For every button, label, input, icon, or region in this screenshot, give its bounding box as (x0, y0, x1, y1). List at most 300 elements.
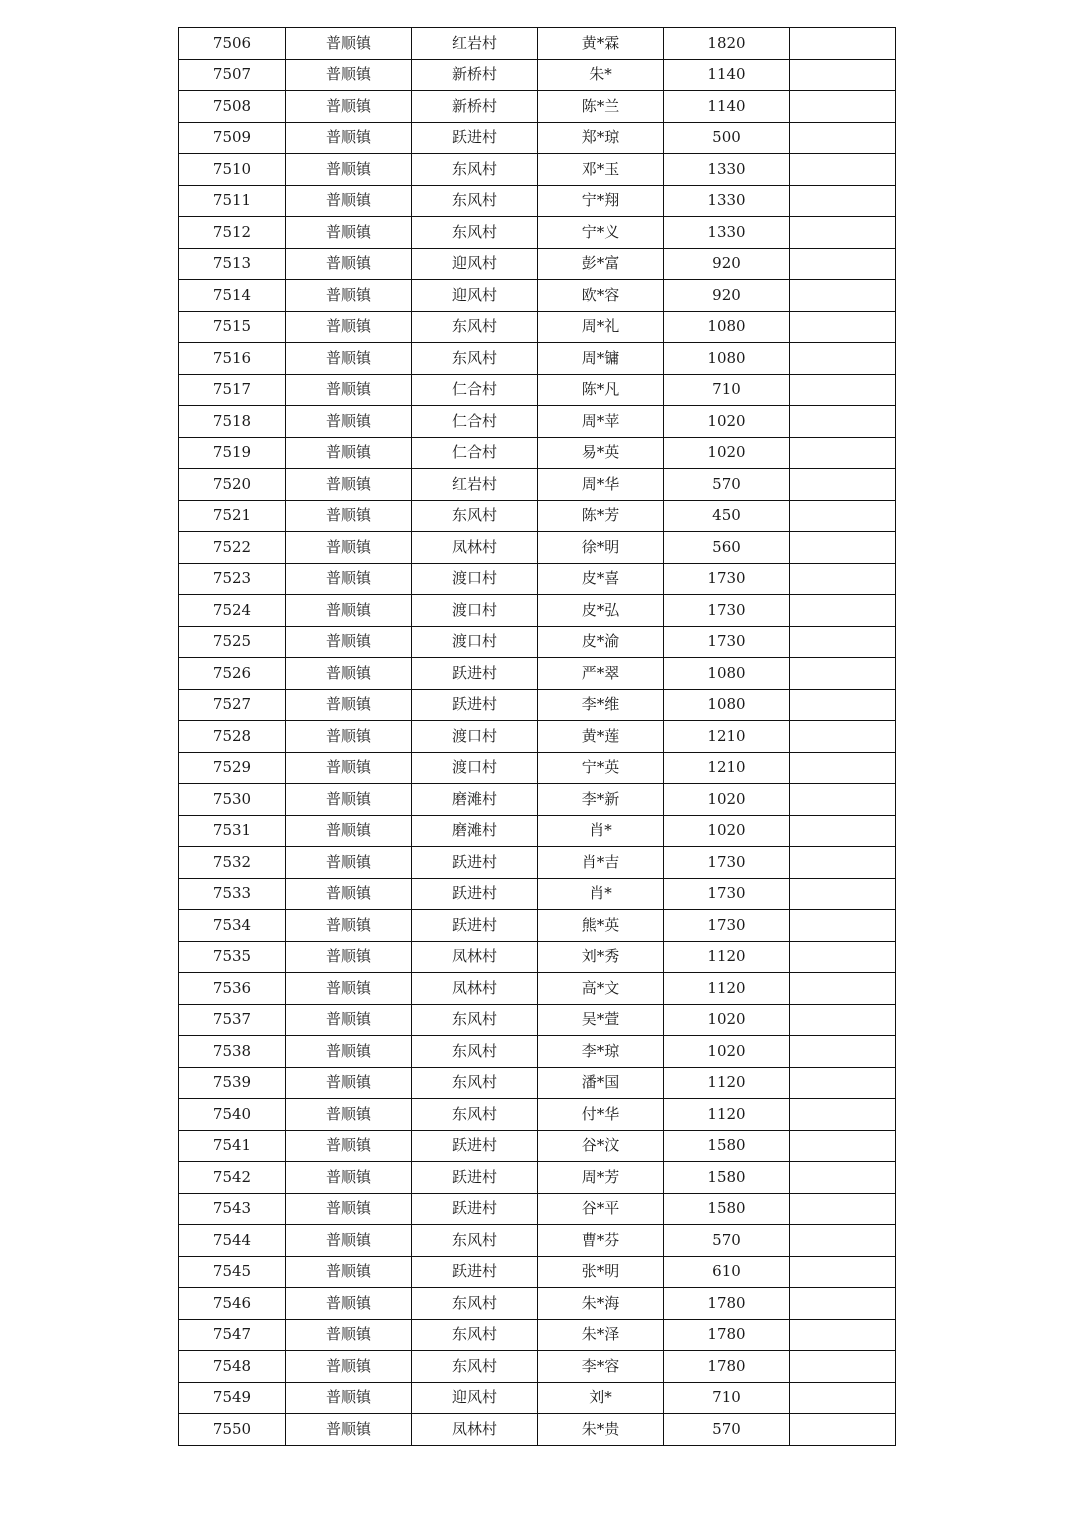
cell-note (790, 1193, 896, 1225)
cell-village: 跃进村 (412, 878, 538, 910)
cell-amount: 1730 (664, 626, 790, 658)
cell-amount: 570 (664, 1414, 790, 1446)
cell-note (790, 973, 896, 1005)
table-row (179, 1099, 896, 1131)
cell-name: 熊*英 (538, 910, 664, 942)
cell-town: 普顺镇 (286, 721, 412, 753)
cell-serial-number: 7513 (179, 248, 286, 280)
cell-town: 普顺镇 (286, 1225, 412, 1257)
cell-note (790, 1382, 896, 1414)
table-row (179, 154, 896, 186)
cell-amount: 1330 (664, 217, 790, 249)
cell-note (790, 154, 896, 186)
cell-note (790, 910, 896, 942)
cell-village: 跃进村 (412, 122, 538, 154)
cell-amount: 570 (664, 469, 790, 501)
table-row (179, 1162, 896, 1194)
cell-name: 吴*萱 (538, 1004, 664, 1036)
cell-amount: 1120 (664, 941, 790, 973)
table-row (179, 532, 896, 564)
cell-town: 普顺镇 (286, 941, 412, 973)
cell-name: 徐*明 (538, 532, 664, 564)
cell-name: 宁*翔 (538, 185, 664, 217)
data-table (178, 27, 896, 1446)
table-row (179, 500, 896, 532)
cell-town: 普顺镇 (286, 1382, 412, 1414)
cell-serial-number: 7520 (179, 469, 286, 501)
cell-name: 严*翠 (538, 658, 664, 690)
cell-note (790, 1414, 896, 1446)
cell-serial-number: 7518 (179, 406, 286, 438)
cell-name: 刘*秀 (538, 941, 664, 973)
table-row (179, 1193, 896, 1225)
cell-village: 东风村 (412, 1099, 538, 1131)
cell-amount: 1080 (664, 689, 790, 721)
cell-serial-number: 7537 (179, 1004, 286, 1036)
cell-amount: 710 (664, 1382, 790, 1414)
table-row (179, 784, 896, 816)
cell-town: 普顺镇 (286, 122, 412, 154)
cell-note (790, 248, 896, 280)
cell-village: 凤林村 (412, 973, 538, 1005)
table-row (179, 1036, 896, 1068)
table-row (179, 437, 896, 469)
cell-note (790, 847, 896, 879)
cell-town: 普顺镇 (286, 185, 412, 217)
cell-serial-number: 7533 (179, 878, 286, 910)
cell-note (790, 1099, 896, 1131)
cell-note (790, 217, 896, 249)
cell-name: 黄*霖 (538, 28, 664, 60)
cell-village: 仁合村 (412, 437, 538, 469)
cell-serial-number: 7529 (179, 752, 286, 784)
cell-name: 刘* (538, 1382, 664, 1414)
cell-amount: 1580 (664, 1162, 790, 1194)
cell-note (790, 1256, 896, 1288)
cell-note (790, 59, 896, 91)
cell-town: 普顺镇 (286, 59, 412, 91)
cell-serial-number: 7539 (179, 1067, 286, 1099)
cell-name: 周*苹 (538, 406, 664, 438)
table-row (179, 721, 896, 753)
cell-village: 迎风村 (412, 248, 538, 280)
cell-village: 跃进村 (412, 847, 538, 879)
table-row (179, 1225, 896, 1257)
table-row (179, 1414, 896, 1446)
table-row (179, 910, 896, 942)
cell-name: 易*英 (538, 437, 664, 469)
cell-note (790, 1319, 896, 1351)
cell-amount: 920 (664, 280, 790, 312)
table-body (179, 28, 896, 1446)
cell-name: 朱*贵 (538, 1414, 664, 1446)
cell-village: 新桥村 (412, 91, 538, 123)
cell-serial-number: 7523 (179, 563, 286, 595)
cell-note (790, 784, 896, 816)
cell-amount: 1730 (664, 878, 790, 910)
table-row (179, 658, 896, 690)
cell-note (790, 1351, 896, 1383)
cell-name: 朱*海 (538, 1288, 664, 1320)
cell-note (790, 941, 896, 973)
cell-town: 普顺镇 (286, 1099, 412, 1131)
cell-note (790, 878, 896, 910)
cell-name: 陈*芳 (538, 500, 664, 532)
table-row (179, 248, 896, 280)
cell-village: 东风村 (412, 185, 538, 217)
table-row (179, 1130, 896, 1162)
cell-serial-number: 7548 (179, 1351, 286, 1383)
cell-amount: 450 (664, 500, 790, 532)
cell-serial-number: 7545 (179, 1256, 286, 1288)
cell-town: 普顺镇 (286, 311, 412, 343)
cell-village: 渡口村 (412, 595, 538, 627)
table-row (179, 1319, 896, 1351)
cell-serial-number: 7532 (179, 847, 286, 879)
cell-note (790, 469, 896, 501)
cell-serial-number: 7524 (179, 595, 286, 627)
cell-name: 谷*汶 (538, 1130, 664, 1162)
cell-village: 跃进村 (412, 910, 538, 942)
cell-amount: 1820 (664, 28, 790, 60)
cell-name: 周*镛 (538, 343, 664, 375)
cell-amount: 570 (664, 1225, 790, 1257)
cell-note (790, 406, 896, 438)
table-row (179, 563, 896, 595)
cell-note (790, 500, 896, 532)
cell-serial-number: 7528 (179, 721, 286, 753)
cell-serial-number: 7521 (179, 500, 286, 532)
cell-village: 跃进村 (412, 1256, 538, 1288)
cell-village: 东风村 (412, 217, 538, 249)
cell-town: 普顺镇 (286, 1414, 412, 1446)
cell-village: 东风村 (412, 1319, 538, 1351)
cell-village: 渡口村 (412, 563, 538, 595)
cell-village: 东风村 (412, 154, 538, 186)
cell-note (790, 185, 896, 217)
cell-serial-number: 7541 (179, 1130, 286, 1162)
cell-serial-number: 7535 (179, 941, 286, 973)
cell-serial-number: 7536 (179, 973, 286, 1005)
cell-note (790, 91, 896, 123)
cell-name: 彭*富 (538, 248, 664, 280)
cell-serial-number: 7546 (179, 1288, 286, 1320)
cell-note (790, 1130, 896, 1162)
cell-name: 谷*平 (538, 1193, 664, 1225)
table-row (179, 91, 896, 123)
cell-village: 东风村 (412, 500, 538, 532)
cell-amount: 1080 (664, 311, 790, 343)
cell-name: 肖* (538, 815, 664, 847)
cell-serial-number: 7538 (179, 1036, 286, 1068)
cell-town: 普顺镇 (286, 500, 412, 532)
table-row (179, 122, 896, 154)
cell-town: 普顺镇 (286, 280, 412, 312)
table-row (179, 941, 896, 973)
cell-name: 邓*玉 (538, 154, 664, 186)
cell-name: 皮*喜 (538, 563, 664, 595)
cell-village: 渡口村 (412, 626, 538, 658)
cell-town: 普顺镇 (286, 1067, 412, 1099)
cell-amount: 1730 (664, 910, 790, 942)
cell-serial-number: 7527 (179, 689, 286, 721)
cell-note (790, 28, 896, 60)
cell-town: 普顺镇 (286, 910, 412, 942)
cell-serial-number: 7543 (179, 1193, 286, 1225)
cell-amount: 1730 (664, 563, 790, 595)
cell-village: 渡口村 (412, 721, 538, 753)
cell-amount: 1120 (664, 1067, 790, 1099)
cell-serial-number: 7544 (179, 1225, 286, 1257)
cell-note (790, 532, 896, 564)
cell-village: 东风村 (412, 343, 538, 375)
table-row (179, 406, 896, 438)
cell-town: 普顺镇 (286, 1004, 412, 1036)
cell-note (790, 311, 896, 343)
cell-amount: 1780 (664, 1351, 790, 1383)
table-row (179, 374, 896, 406)
cell-town: 普顺镇 (286, 847, 412, 879)
cell-town: 普顺镇 (286, 248, 412, 280)
cell-name: 宁*英 (538, 752, 664, 784)
cell-town: 普顺镇 (286, 374, 412, 406)
cell-serial-number: 7519 (179, 437, 286, 469)
cell-village: 东风村 (412, 1004, 538, 1036)
cell-village: 跃进村 (412, 1162, 538, 1194)
cell-village: 东风村 (412, 311, 538, 343)
cell-amount: 1020 (664, 437, 790, 469)
cell-serial-number: 7550 (179, 1414, 286, 1446)
cell-note (790, 595, 896, 627)
cell-name: 李*新 (538, 784, 664, 816)
cell-name: 肖*吉 (538, 847, 664, 879)
cell-town: 普顺镇 (286, 217, 412, 249)
table-row (179, 185, 896, 217)
cell-name: 朱* (538, 59, 664, 91)
cell-village: 磨滩村 (412, 815, 538, 847)
cell-town: 普顺镇 (286, 91, 412, 123)
cell-town: 普顺镇 (286, 563, 412, 595)
cell-note (790, 437, 896, 469)
cell-village: 跃进村 (412, 658, 538, 690)
table-row (179, 595, 896, 627)
cell-name: 朱*泽 (538, 1319, 664, 1351)
cell-amount: 1330 (664, 154, 790, 186)
cell-amount: 1020 (664, 1004, 790, 1036)
cell-name: 李*维 (538, 689, 664, 721)
cell-name: 肖* (538, 878, 664, 910)
cell-name: 周*华 (538, 469, 664, 501)
cell-town: 普顺镇 (286, 1351, 412, 1383)
cell-name: 李*琼 (538, 1036, 664, 1068)
cell-serial-number: 7526 (179, 658, 286, 690)
cell-village: 东风村 (412, 1067, 538, 1099)
table-row (179, 1382, 896, 1414)
cell-town: 普顺镇 (286, 973, 412, 1005)
cell-name: 付*华 (538, 1099, 664, 1131)
cell-village: 跃进村 (412, 689, 538, 721)
cell-name: 潘*国 (538, 1067, 664, 1099)
cell-village: 迎风村 (412, 1382, 538, 1414)
table-row (179, 1067, 896, 1099)
cell-serial-number: 7512 (179, 217, 286, 249)
table-row (179, 469, 896, 501)
cell-village: 东风村 (412, 1225, 538, 1257)
cell-note (790, 626, 896, 658)
cell-serial-number: 7534 (179, 910, 286, 942)
cell-amount: 1080 (664, 658, 790, 690)
cell-town: 普顺镇 (286, 406, 412, 438)
cell-serial-number: 7514 (179, 280, 286, 312)
cell-amount: 1140 (664, 91, 790, 123)
cell-town: 普顺镇 (286, 532, 412, 564)
cell-town: 普顺镇 (286, 1288, 412, 1320)
cell-town: 普顺镇 (286, 1256, 412, 1288)
cell-amount: 1020 (664, 784, 790, 816)
table-row (179, 878, 896, 910)
cell-note (790, 1004, 896, 1036)
cell-serial-number: 7517 (179, 374, 286, 406)
cell-amount: 1080 (664, 343, 790, 375)
cell-serial-number: 7542 (179, 1162, 286, 1194)
cell-name: 宁*义 (538, 217, 664, 249)
cell-note (790, 721, 896, 753)
cell-town: 普顺镇 (286, 343, 412, 375)
cell-village: 红岩村 (412, 28, 538, 60)
table-row (179, 1351, 896, 1383)
table-row (179, 973, 896, 1005)
cell-village: 凤林村 (412, 532, 538, 564)
cell-town: 普顺镇 (286, 626, 412, 658)
cell-name: 郑*琼 (538, 122, 664, 154)
cell-village: 跃进村 (412, 1130, 538, 1162)
table-row (179, 815, 896, 847)
cell-note (790, 658, 896, 690)
cell-name: 陈*兰 (538, 91, 664, 123)
table-row (179, 752, 896, 784)
cell-name: 周*礼 (538, 311, 664, 343)
cell-amount: 1780 (664, 1288, 790, 1320)
cell-name: 皮*渝 (538, 626, 664, 658)
cell-note (790, 122, 896, 154)
cell-note (790, 374, 896, 406)
cell-name: 李*容 (538, 1351, 664, 1383)
table-row (179, 280, 896, 312)
cell-town: 普顺镇 (286, 437, 412, 469)
cell-serial-number: 7516 (179, 343, 286, 375)
cell-serial-number: 7509 (179, 122, 286, 154)
cell-note (790, 752, 896, 784)
cell-name: 曹*芬 (538, 1225, 664, 1257)
cell-amount: 500 (664, 122, 790, 154)
cell-village: 新桥村 (412, 59, 538, 91)
table-row (179, 689, 896, 721)
cell-village: 东风村 (412, 1036, 538, 1068)
cell-town: 普顺镇 (286, 28, 412, 60)
cell-serial-number: 7547 (179, 1319, 286, 1351)
table-row (179, 28, 896, 60)
cell-amount: 1020 (664, 406, 790, 438)
cell-amount: 1210 (664, 752, 790, 784)
cell-amount: 1120 (664, 973, 790, 1005)
cell-amount: 1330 (664, 185, 790, 217)
cell-serial-number: 7531 (179, 815, 286, 847)
cell-village: 东风村 (412, 1351, 538, 1383)
cell-village: 磨滩村 (412, 784, 538, 816)
cell-name: 黄*莲 (538, 721, 664, 753)
cell-note (790, 1036, 896, 1068)
cell-amount: 1020 (664, 815, 790, 847)
cell-serial-number: 7507 (179, 59, 286, 91)
cell-amount: 560 (664, 532, 790, 564)
cell-town: 普顺镇 (286, 689, 412, 721)
cell-note (790, 1225, 896, 1257)
cell-name: 陈*凡 (538, 374, 664, 406)
cell-amount: 1730 (664, 595, 790, 627)
cell-serial-number: 7506 (179, 28, 286, 60)
cell-note (790, 815, 896, 847)
cell-town: 普顺镇 (286, 1193, 412, 1225)
cell-town: 普顺镇 (286, 1319, 412, 1351)
cell-amount: 1580 (664, 1193, 790, 1225)
table-row (179, 626, 896, 658)
cell-village: 跃进村 (412, 1193, 538, 1225)
cell-amount: 1020 (664, 1036, 790, 1068)
cell-village: 渡口村 (412, 752, 538, 784)
cell-serial-number: 7549 (179, 1382, 286, 1414)
cell-amount: 1140 (664, 59, 790, 91)
cell-serial-number: 7525 (179, 626, 286, 658)
cell-town: 普顺镇 (286, 784, 412, 816)
cell-serial-number: 7540 (179, 1099, 286, 1131)
table-row (179, 59, 896, 91)
cell-serial-number: 7510 (179, 154, 286, 186)
cell-town: 普顺镇 (286, 1162, 412, 1194)
cell-town: 普顺镇 (286, 154, 412, 186)
cell-town: 普顺镇 (286, 595, 412, 627)
cell-note (790, 1162, 896, 1194)
cell-amount: 1120 (664, 1099, 790, 1131)
cell-note (790, 689, 896, 721)
cell-serial-number: 7508 (179, 91, 286, 123)
cell-name: 张*明 (538, 1256, 664, 1288)
table-row (179, 343, 896, 375)
cell-serial-number: 7522 (179, 532, 286, 564)
cell-village: 仁合村 (412, 374, 538, 406)
cell-village: 仁合村 (412, 406, 538, 438)
table-row (179, 1256, 896, 1288)
cell-amount: 1730 (664, 847, 790, 879)
cell-town: 普顺镇 (286, 1036, 412, 1068)
cell-serial-number: 7530 (179, 784, 286, 816)
cell-amount: 1580 (664, 1130, 790, 1162)
cell-serial-number: 7515 (179, 311, 286, 343)
cell-town: 普顺镇 (286, 878, 412, 910)
cell-town: 普顺镇 (286, 752, 412, 784)
cell-village: 迎风村 (412, 280, 538, 312)
table-row (179, 1004, 896, 1036)
cell-town: 普顺镇 (286, 815, 412, 847)
cell-amount: 920 (664, 248, 790, 280)
cell-town: 普顺镇 (286, 469, 412, 501)
table-row (179, 847, 896, 879)
cell-note (790, 1067, 896, 1099)
cell-serial-number: 7511 (179, 185, 286, 217)
table-row (179, 217, 896, 249)
cell-note (790, 280, 896, 312)
cell-note (790, 1288, 896, 1320)
cell-village: 凤林村 (412, 1414, 538, 1446)
